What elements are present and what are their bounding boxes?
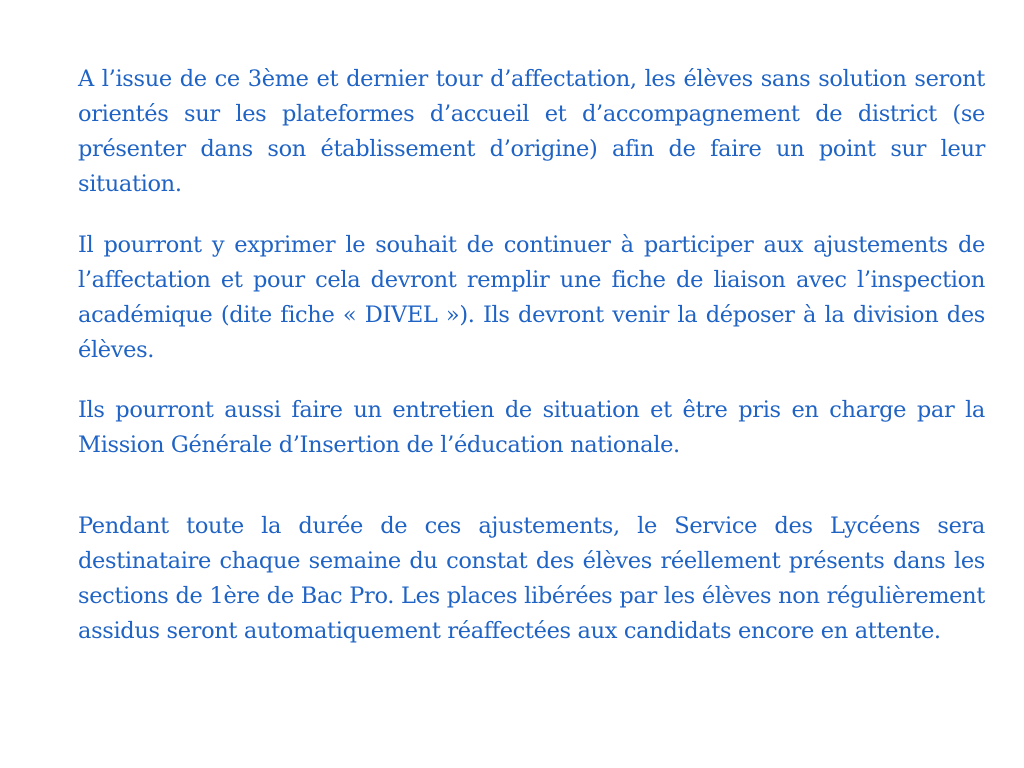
paragraph-divel-form: Il pourront y exprimer le souhait de continuer à participer aux ajustements de l’affectation et pour cela devront remplir une fiche de liaison avec l’inspection académique (dite fiche « DIVEL »). Ils devront venir la déposer à la division des élèves.	[78, 232, 985, 363]
paragraph-service-lyceens: Pendant toute la durée de ces ajustements, le Service des Lycéens sera destinataire chaque semaine du constat des élèves réellement présents dans les sections de 1ère de Bac Pro. Les places libérées par les élèves non régulièrement assidus seront automatiquement réaffectées aux candidats encore en attente.	[78, 513, 985, 644]
paragraph-affectation-third-round: A l’issue de ce 3ème et dernier tour d’affectation, les élèves sans solution seront orientés sur les plateformes d’accueil et d’accompagnement de district (se présenter dans son établissement d’origine) afin de faire un point sur leur situation.	[78, 66, 985, 197]
paragraph-mission-insertion: Ils pourront aussi faire un entretien de situation et être pris en charge par la Mission Générale d’Insertion de l’éducation nationale.	[78, 397, 985, 458]
